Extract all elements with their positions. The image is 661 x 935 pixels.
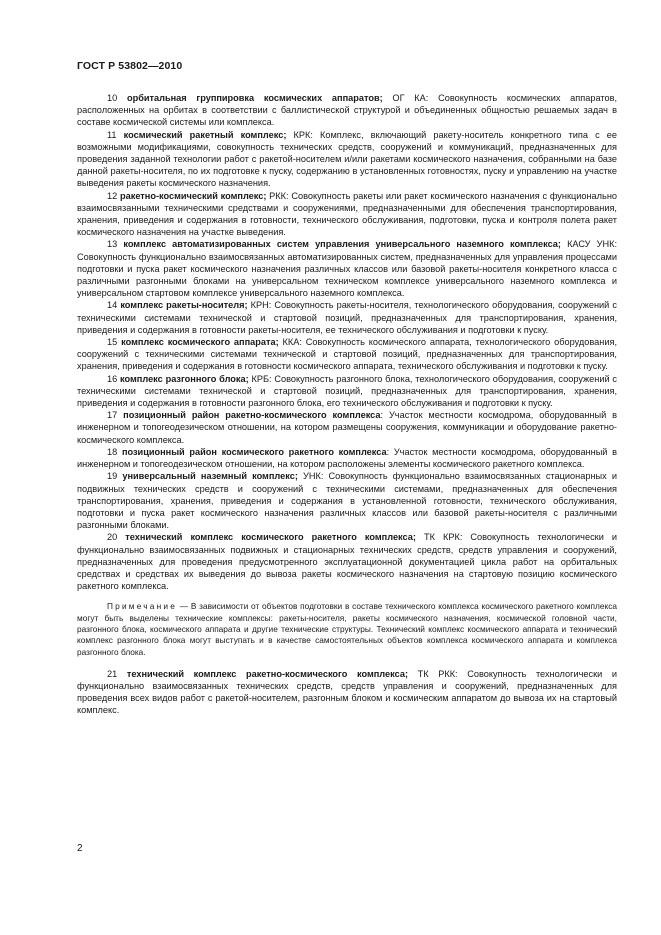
term-entry-12: 12 ракетно-космический комплекс; РКК: Совокупность ракеты или ракет космического назначения с функционально взаимосвязанными техническими средствами и сооружениями, предназначенными для обеспечения транспортирования, хранения, приведения и содержания в готовности, технического обслуживания, подготовки, пуска и контроля полета ракет космического назначения на участке выведения.	[77, 190, 617, 238]
term-number: 17	[107, 410, 118, 421]
term-definition: : Совокупность космического аппарата, технологического оборудования, сооружений с техническими системами технической и стартовой позиций, предназначенных для транспортирования, хранения, приведения и содержания в готовности космического аппарата, технического обслуживания и подготовки к пуску.	[77, 337, 618, 372]
term-entry-16: 16 комплекс разгонного блока; КРБ: Совокупность разгонного блока, технологического оборудования, сооружений с техническими системами технической и стартовой позиций, предназначенных для транспортирования, хранения, приведения и содержания в готовности разгонного блока, его технического обслуживания и подготовки к пуску.	[77, 373, 618, 409]
term-entry-21: 21 технический комплекс ракетно-космического комплекса; ТК РКК: Совокупность технологически и функционально взаимосвязанных технических средств, средств управления и сооружений, предназначенных для проведения всех видов работ с ракетой-носителем, разгонным блоком и космическим аппаратом до вывоза их на стартовый комплекс.	[77, 668, 617, 716]
term-entry-13: 13 комплекс автоматизированных систем управления универсального наземного комплекса; КАСУ УНК: Совокупность функционально взаимосвязанных автоматизированных систем, предназначенных для управления процессами подготовки и пуска ракет космического назначения различных классов или базовой ракеты-носителя конкретного класса с различными разгонными блоками на универсальном техническом комплексе универсального наземного комплекса и универсальном стартовом комплексе универсального наземного комплекса.	[77, 239, 618, 299]
term-abbreviation: РКК	[266, 190, 287, 201]
term-number: 11	[107, 129, 117, 140]
term-number: 20	[107, 532, 118, 543]
term-definition: : Совокупность функционально взаимосвязанных стационарных и подвижных технических средств и сооружений с техническими системами, предназначенных для обеспечения транспортирования, хранения, приведения и содержания в установленной готовности, технического обслуживания, подготовки и пуска ракет космического назначения различных классов или базовой ракеты-носителя с различными разгонными блоками.	[77, 471, 617, 531]
term-name: позиционный район космического ракетного комплекса	[121, 446, 387, 457]
term-entry-15: 15 комплекс космического аппарата; ККА: Совокупность космического аппарата, технологического оборудования, сооружений с техническими системами технической и стартовой позиций, предназначенных для транспортирования, хранения, приведения и содержания в готовности космического аппарата, технического обслуживания и подготовки к пуску.	[77, 337, 618, 372]
page-number: 2	[77, 843, 83, 854]
term-name: космический ракетный комплекс	[123, 129, 284, 140]
term-name: комплекс разгонного блока	[120, 373, 246, 384]
term-definition: : Совокупность космических аппаратов, расположенных на орбитах в соответствии с баллистической структурой и объединенных общностью решаемых задач в составе космической системы или комплекса.	[77, 93, 617, 128]
term-definition: : Совокупность ракеты-носителя, технологического оборудования, сооружений с техническими системами технической и стартовой позиций, предназначенных для транспортирования, хранения, приведения и содержания в готовности ракеты-носителя, ее технического обслуживания и подготовки к пуску.	[77, 300, 617, 335]
term-name: ракетно-космический комплекс	[120, 190, 264, 201]
term-name: универсальный наземный комплекс	[122, 471, 295, 482]
note-paragraph	[77, 601, 617, 657]
term-entry-10: 10 орбитальная группировка космических аппаратов; ОГ КА: Совокупность космических аппаратов, расположенных на орбитах в соответствии с баллистической структурой и объединенных общностью решаемых задач в составе космической системы или комплекса.	[77, 93, 617, 128]
term-entry-17	[77, 409, 617, 446]
terms-list	[77, 92, 617, 717]
term-definition: : Совокупность технологически и функционально взаимосвязанных технических средств, средств управления и сооружений, предназначенных для проведения всех видов работ с ракетой-носителем, разгонным блоком и космическим аппаратом до вывоза их на стартовый комплекс.	[77, 668, 617, 716]
term-abbreviation: УНК	[297, 471, 321, 482]
term-abbreviation: ОГ КА	[382, 93, 426, 103]
term-number: 21	[107, 668, 118, 679]
term-entry-19: 19 универсальный наземный комплекс; УНК: Совокупность функционально взаимосвязанных стационарных и подвижных технических средств и сооружений с техническими системами, предназначенных для обеспечения транспортирования, хранения, приведения и содержания в установленной готовности, технического обслуживания, подготовки и пуска ракет космического назначения различных классов или базовой ракеты-носителя с различными разгонными блоками.	[77, 471, 617, 531]
term-name: позиционный район ракетно-космического комплекса	[123, 410, 381, 421]
document-header: ГОСТ Р 53802—2010	[77, 60, 183, 72]
note-label: Примечание	[107, 601, 178, 612]
term-number: 10	[107, 93, 118, 103]
term-number: 13	[107, 239, 118, 250]
term-definition: : Участок местности космодрома, оборудованный в инженерном и топогеодезическом отношении, на котором размещены сооружения, коммуникации и оборудование ракетно-космического комплекса.	[77, 410, 617, 445]
term-entry-14: 14 комплекс ракеты-носителя; КРН: Совокупность ракеты-носителя, технологического оборудования, сооружений с техническими системами технической и стартовой позиций, предназначенных для транспортирования, хранения, приведения и содержания в готовности ракеты-носителя, ее технического обслуживания и подготовки к пуску.	[77, 300, 617, 335]
term-number: 12	[107, 190, 118, 201]
term-definition: : Совокупность ракеты или ракет космического назначения с функционально взаимосвязанными техническими средствами и сооружениями, предназначенными для обеспечения транспортирования, хранения, приведения и содержания в готовности, технического обслуживания, подготовки, пуска и контроля полета ракет космического назначения на участке выведения.	[77, 190, 617, 238]
term-definition: : Комплекс, включающий ракету-носитель конкретного типа с ее возможными модификациями, совокупность технических средств, сооружений и коммуникаций, предназначенных для проведения заданной технологии работ с ракетой-носителем и/или ракетами космического назначения, собранными на базе данной ракеты-носителя, по их подготовке к пуску, содержанию в установленных готовностях, пуску и управлению на участке выведения ракеты космического назначения.	[77, 129, 618, 189]
term-name: орбитальная группировка космических аппаратов	[126, 93, 380, 103]
term-abbreviation: КРН	[247, 300, 269, 311]
term-name: технический комплекс ракетно-космического комплекса	[126, 668, 405, 679]
term-abbreviation: КРБ	[248, 373, 270, 384]
term-number: 15	[107, 337, 118, 348]
term-entry-18	[77, 446, 617, 470]
term-abbreviation: ККА	[278, 337, 300, 348]
term-abbreviation: ТК РКК	[408, 668, 456, 679]
term-number: 16	[107, 373, 118, 384]
term-name: комплекс автоматизированных систем управления универсального наземного комплекса	[123, 239, 558, 250]
term-number: 19	[107, 471, 118, 482]
term-abbreviation: КРК	[286, 129, 311, 140]
term-abbreviation: КАСУ УНК	[560, 239, 615, 250]
term-name: комплекс ракеты-носителя	[120, 300, 245, 311]
term-definition: : Совокупность функционально взаимосвязанных автоматизированных систем, предназначенных для управления процессами подготовки и пуска ракет космического назначения различных классов или базовой ракеты-носителя конкретного класса с различными разгонными блоками на универсальном техническом комплексе универсального наземного комплекса и универсальном стартовом комплексе универсального наземного комплекса.	[77, 239, 618, 299]
term-number: 14	[107, 300, 118, 311]
term-abbreviation: ТК КРК	[415, 532, 460, 543]
term-entry-11: 11 космический ракетный комплекс; КРК: Комплекс, включающий ракету-носитель конкретного типа с ее возможными модификациями, совокупность технических средств, сооружений и коммуникаций, предназначенных для проведения заданной технологии работ с ракетой-носителем и/или ракетами космического назначения, собранными на базе данной ракеты-носителя, по их подготовке к пуску, содержанию в установленных готовностях, пуску и управлению на участке выведения ракеты космического назначения.	[77, 129, 618, 189]
term-number: 18	[107, 446, 118, 457]
term-name: технический комплекс космического ракетного комплекса	[125, 532, 413, 543]
term-definition: : Совокупность разгонного блока, технологического оборудования, сооружений с техническими системами технической и стартовой позиций, предназначенных для транспортирования, хранения, приведения и содержания в готовности разгонного блока, его технического обслуживания и подготовки к пуску.	[77, 373, 618, 409]
term-definition: : Участок местности космодрома, оборудованный в инженерном и топогеодезическом отношении, на котором расположены элементы космического ракетного комплекса.	[77, 446, 618, 470]
term-name: комплекс космического аппарата	[121, 337, 276, 348]
term-definition: : Совокупность технологически и функционально взаимосвязанных подвижных и стационарных технических средств, средств управления и сооружений, предназначенных для проведения предусмотренного эксплуатационной документацией цикла работ на орбитальных средствах и средствах их выведения до вывоза ракеты космического назначения на стартовую позицию космического ракетного комплекса.	[77, 532, 617, 592]
term-entry-20: 20 технический комплекс космического ракетного комплекса; ТК КРК: Совокупность технологически и функционально взаимосвязанных подвижных и стационарных технических средств, средств управления и сооружений, предназначенных для проведения предусмотренного эксплуатационной документацией цикла работ на орбитальных средствах и средствах их выведения до вывоза ракеты космического назначения на стартовую позицию космического ракетного комплекса.	[77, 532, 617, 592]
note-text: — В зависимости от объектов подготовки в составе технического комплекса космического ракетного комплекса могут быть выделены технические комплексы: ракеты-носителя, ракеты космического назначения, космической головной части, разгонного блока, космического аппарата и другие технические структуры. Технический комплекс космического аппарата и технический комплекс разгонного блока могут выступать и в качестве самостоятельных объектов комплекса космического аппарата и комплекса разгонного блока.	[77, 601, 617, 657]
